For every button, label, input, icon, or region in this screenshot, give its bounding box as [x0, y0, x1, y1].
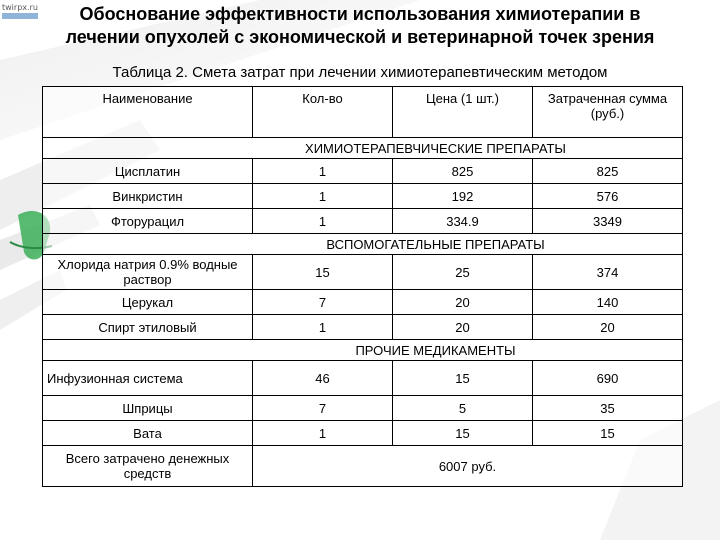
table-row: [43, 209, 683, 234]
page-title: Обоснование эффективности использования химиотерапии в лечении опухолей с экономической и ветеринарной точек зрения: [65, 4, 655, 47]
cell-sum: 3349: [533, 209, 683, 234]
table-row: [43, 396, 683, 421]
cell-qty: 1: [253, 184, 393, 209]
table-row: [43, 159, 683, 184]
cell-price: 192: [393, 184, 533, 209]
cell-sum: 140: [533, 290, 683, 315]
section-title: ХИМИОТЕРАПЕВЧИЧЕСКИЕ ПРЕПАРАТЫ: [43, 138, 683, 159]
total-value: 6007 руб.: [253, 446, 683, 487]
cell-price: 20: [393, 315, 533, 340]
section-title: ВСПОМОГАТЕЛЬНЫЕ ПРЕПАРАТЫ: [43, 234, 683, 255]
table-header-row: [43, 87, 683, 138]
total-label: Всего затрачено денежных средств: [43, 446, 253, 487]
cell-qty: 1: [253, 315, 393, 340]
table-row: [43, 361, 683, 396]
cell-sum: 690: [533, 361, 683, 396]
cell-name: Хлорида натрия 0.9% водные раствор: [43, 255, 253, 290]
total-row: [43, 446, 683, 487]
cell-price: 5: [393, 396, 533, 421]
cell-price: 20: [393, 290, 533, 315]
table-row: [43, 421, 683, 446]
cell-name: Спирт этиловый: [43, 315, 253, 340]
section-header-row: [43, 234, 683, 255]
cell-qty: 1: [253, 421, 393, 446]
cell-sum: 374: [533, 255, 683, 290]
cell-qty: 46: [253, 361, 393, 396]
cell-qty: 1: [253, 159, 393, 184]
table-row: [43, 255, 683, 290]
watermark: twirpx.ru: [2, 3, 38, 19]
cost-table: [42, 86, 683, 487]
cell-name: Вата: [43, 421, 253, 446]
header-price: Цена (1 шт.): [393, 87, 533, 138]
header-sum: Затраченная сумма (руб.): [533, 87, 683, 138]
cell-name: Фторурацил: [43, 209, 253, 234]
cell-qty: 7: [253, 396, 393, 421]
section-header-row: [43, 340, 683, 361]
cell-sum: 15: [533, 421, 683, 446]
header-qty: Кол-во: [253, 87, 393, 138]
table-caption: Таблица 2. Смета затрат при лечении химиотерапевтическим методом: [112, 64, 608, 81]
cell-name: Винкристин: [43, 184, 253, 209]
cell-price: 825: [393, 159, 533, 184]
cell-sum: 825: [533, 159, 683, 184]
cell-name: Цисплатин: [43, 159, 253, 184]
cell-name: Церукал: [43, 290, 253, 315]
cell-price: 334.9: [393, 209, 533, 234]
cell-name: Шприцы: [43, 396, 253, 421]
table-row: [43, 290, 683, 315]
cell-price: 15: [393, 421, 533, 446]
cell-sum: 20: [533, 315, 683, 340]
header-name: Наименование: [43, 87, 253, 138]
table-row: [43, 184, 683, 209]
cell-qty: 1: [253, 209, 393, 234]
table-row: [43, 315, 683, 340]
cell-name: Инфузионная система: [43, 361, 253, 396]
section-header-row: [43, 138, 683, 159]
cell-sum: 35: [533, 396, 683, 421]
cell-qty: 7: [253, 290, 393, 315]
section-title: ПРОЧИЕ МЕДИКАМЕНТЫ: [43, 340, 683, 361]
cell-sum: 576: [533, 184, 683, 209]
cell-price: 25: [393, 255, 533, 290]
cell-price: 15: [393, 361, 533, 396]
cell-qty: 15: [253, 255, 393, 290]
